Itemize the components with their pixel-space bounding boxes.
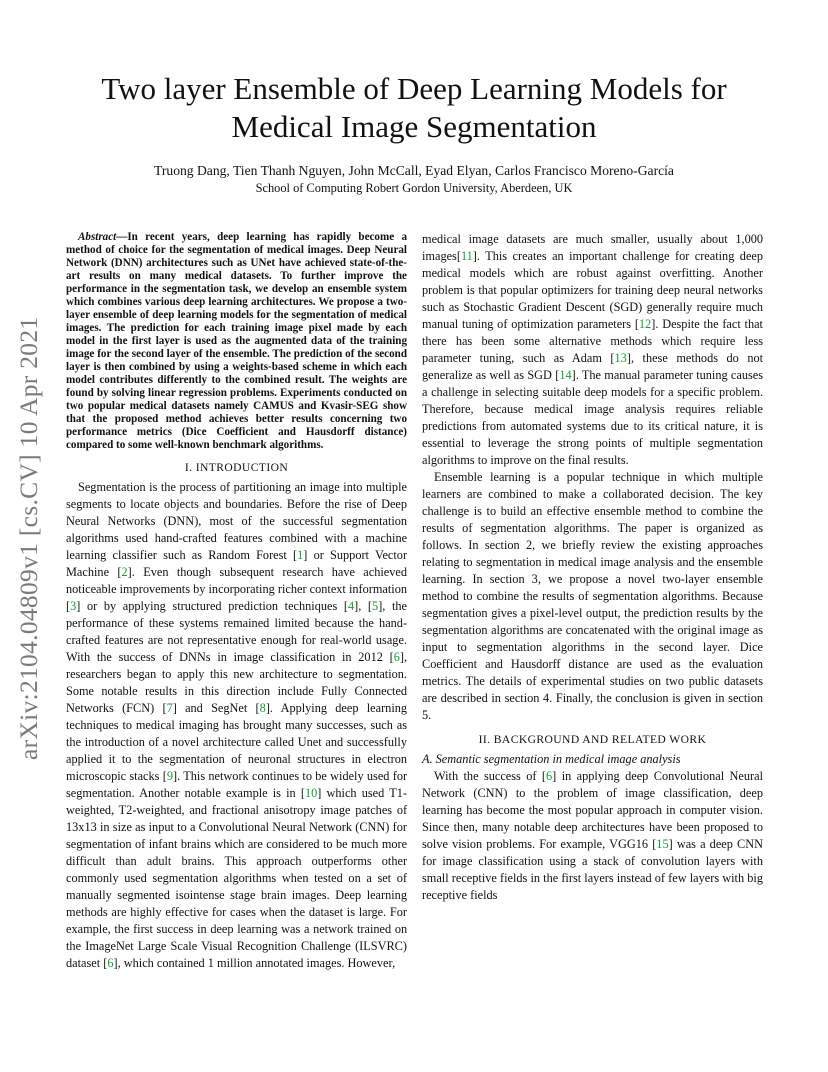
subsection-heading-semantic-segmentation: A. Semantic segmentation in medical image analysis bbox=[422, 752, 681, 766]
background-paragraph-1: With the success of [6] in applying deep Convolutional Neural Network (CNN) to the problem of image classification, deep learning has become the most popular approach in computer vision. Since then, many notable deep architectures have been proposed to solve vision problems. For example, VGG16 [15] was a deep CNN for image classification using a stack of convolution layers with small receptive fields in the first layers instead of few layers with big receptive fields bbox=[422, 769, 763, 902]
right-column bbox=[422, 231, 763, 904]
citation-link[interactable]: 6 bbox=[546, 769, 553, 783]
citation-link[interactable]: 11 bbox=[460, 249, 473, 263]
citation-link[interactable]: 13 bbox=[614, 351, 627, 365]
citation-link[interactable]: 7 bbox=[166, 701, 173, 715]
citation-link[interactable]: 6 bbox=[107, 956, 114, 970]
citation-link[interactable]: 3 bbox=[70, 599, 77, 613]
citation-link[interactable]: 10 bbox=[304, 786, 318, 800]
abstract bbox=[66, 231, 407, 452]
citation-link[interactable]: 8 bbox=[259, 701, 266, 715]
citation-link[interactable]: 15 bbox=[656, 837, 669, 851]
abstract-label: Abstract bbox=[78, 231, 117, 243]
intro-paragraph-1: Segmentation is the process of partitioning an image into multiple segments to locate objects and boundaries. Before the rise of Deep Neural Networks (DNN), most of the successful segmentation algorithms used hand-crafted features combined with a machine learning classifier such as Random Forest [1] or Support Vector Machine [2]. Even though subsequent research have achieved noticeable improvements by incorporating richer context information [3] or by applying structured prediction techniques [4], [5], the performance of these systems remained limited because the hand-crafted features are not representative enough for real-world usage. With the success of DNNs in image classification in 2012 [6], researchers began to apply this new architecture to segmentation. Some notable results in this direction include Fully Connected Networks (FCN) [7] and SegNet [8]. Applying deep learning techniques to medical imaging has brought many successes, such as the introduction of a novel architecture called Unet and successfully applied it to the segmentation of neuronal structures in electron microscopic stacks [9]. This network continues to be widely used for segmentation. Another notable example is in [10] which used T1-weighted, T2-weighted, and fractional anisotropy image patches of 13x13 in size as input to a Convolutional Neural Network (CNN) for segmentation of infant brains which are considered to be much more difficult than adult brains. This approach outperforms other commonly used segmentation algorithms when tested on a set of manually segmented isointense stage brain images. Deep learning methods are highly effective for cases when the dataset is large. For example, the first success in deep learning was a network trained on the ImageNet Large Scale Visual Recognition Challenge (ILSVRC) dataset [6], which contained 1 million annotated images. However, bbox=[66, 480, 408, 970]
section-heading-introduction: I. INTRODUCTION bbox=[184, 461, 289, 474]
title-line-2: Medical Image Segmentation bbox=[231, 109, 597, 144]
citation-link[interactable]: 1 bbox=[297, 548, 304, 562]
citation-link[interactable]: 2 bbox=[121, 565, 128, 579]
paper-title bbox=[60, 70, 768, 146]
left-column bbox=[66, 231, 407, 972]
citation-link[interactable]: 14 bbox=[559, 368, 572, 382]
citation-link[interactable]: 9 bbox=[166, 769, 173, 783]
intro-paragraph-1-continued: medical image datasets are much smaller, usually about 1,000 images[11]. This creates an important challenge for creating deep medical models which are robust against overfitting. Another problem is that popular optimizers for training deep neural networks such as Stochastic Gradient Descent (SGD) generally require much manual tuning of optimization parameters [12]. Despite the fact that there has been some alternative methods which require less parameter tuning, such as Adam [13], these methods do not generalize as well as SGD [14]. The manual parameter tuning causes a challenge in selecting suitable deep models for a specific problem. Therefore, because medical image analysis requires reliable predictions from automated systems due to its critical nature, it is essential to leverage the strong points of multiple segmentation algorithms to improve on the final results. bbox=[422, 232, 764, 467]
citation-link[interactable]: 4 bbox=[347, 599, 355, 613]
intro-paragraph-2: Ensemble learning is a popular technique in which multiple learners are combined to make a collaborated decision. The key challenge is to build an effective ensemble method to combine the results of segmentation algorithms. The paper is organized as follows. In section 2, we briefly review the existing approaches relating to segmentation in medical image analysis and the ensemble learning. In section 3, we propose a novel two-layer ensemble method to combine the results of segmentation algorithms. Because segmentation gives a pixel-level output, the prediction results by the segmentation algorithms are concatenated with the original image as input to segmentation algorithms in the second layer. Dice Coefficient and Hausdorff distance are used as the evaluation metrics. The details of experimental studies on two public datasets are described in section 4. Finally, the conclusion is given in section 5. bbox=[422, 470, 763, 722]
author-list: Truong Dang, Tien Thanh Nguyen, John McCall, Eyad Elyan, Carlos Francisco Moreno-García bbox=[154, 163, 674, 178]
citation-link[interactable]: 12 bbox=[638, 317, 652, 331]
title-line-1: Two layer Ensemble of Deep Learning Models for bbox=[101, 71, 727, 106]
affiliation: School of Computing Robert Gordon University, Aberdeen, UK bbox=[255, 181, 573, 195]
arxiv-side-label: arXiv:2104.04809v1 [cs.CV] 10 Apr 2021 bbox=[14, 316, 43, 760]
section-heading-background: II. BACKGROUND AND RELATED WORK bbox=[478, 733, 707, 746]
citation-link[interactable]: 6 bbox=[393, 650, 400, 664]
citation-link[interactable]: 5 bbox=[372, 599, 379, 613]
abstract-text: —In recent years, deep learning has rapidly become a method of choice for the segmentation of medical images. Deep Neural Network (DNN) architectures such as UNet have achieved state-of-the-art results on many medical datasets. To further improve the performance in the segmentation task, we develop an ensemble system which combines various deep learning architectures. We propose a two-layer ensemble of deep learning models for the segmentation of medical images. The prediction for each training image pixel made by each model in the first layer is used as the augmented data of the training image for the second layer of the ensemble. The prediction of the second layer is then combined by using a weights-based scheme in which each model contributes differently to the combined result. The weights are found by solving linear regression problems. Experiments conducted on two popular medical datasets namely CAMUS and Kvasir-SEG show that the proposed method achieves better results concerning two performance metrics (Dice Coefficient and Hausdorff distance) compared to some well-known benchmark algorithms. bbox=[66, 231, 407, 451]
